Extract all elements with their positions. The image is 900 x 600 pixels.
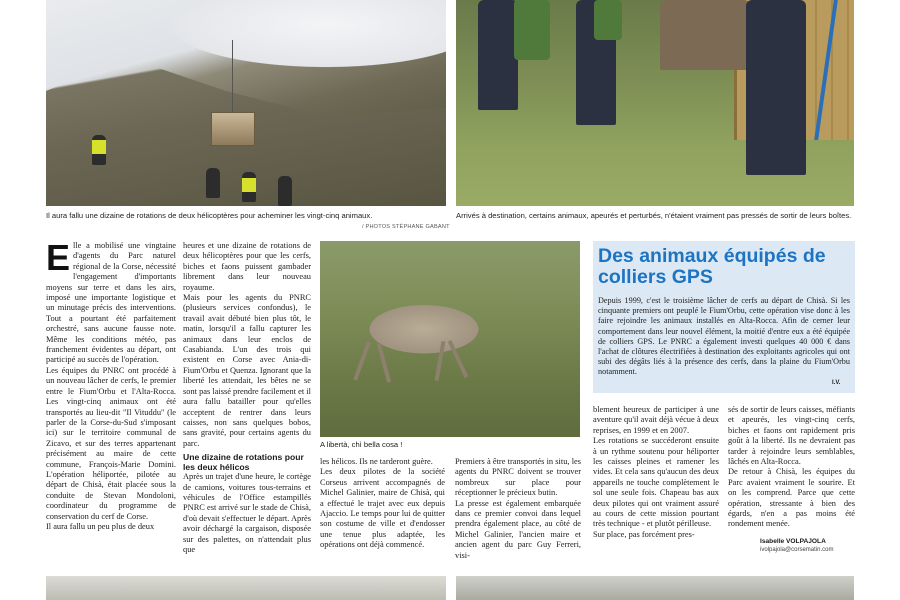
subheading: Une dizaine de rotations pour les deux hélicos — [183, 452, 304, 473]
paragraph: heures et une dizaine de rotations de deux hélicoptères pour que les cerfs, biches et faons puissent gambader librement dans leur nouveau royaume. — [183, 241, 311, 292]
paragraph: La presse est également embarquée dans ce premier convoi dans lequel prendra également place, au côté de Michel Galinier, l'ancien maire et ancien agent du parc Guy Ferreri, visi- — [455, 498, 581, 560]
deer-leg — [435, 341, 446, 381]
caption-top-left: Il aura fallu une dizaine de rotations de deux hélicoptères pour acheminer les vingt-cinq animaux. — [46, 211, 373, 220]
safety-vest — [92, 140, 106, 154]
paragraph: les hélicos. Ils ne tarderont guère. — [320, 457, 433, 466]
article-column-4 — [455, 457, 581, 561]
agent-vest — [514, 0, 550, 60]
deer-leg — [377, 343, 391, 383]
paragraph: blement heureux de participer à une aventure qu'il avait déjà vécue à deux reprises, en 1999 et en 2007. — [593, 405, 719, 435]
safety-vest — [242, 178, 256, 192]
sidebar-text: Depuis 1999, c'est le troisième lâcher de cerfs au départ de Chisà. Si les cinquante premiers ont peuplé le Fium'Orbu, cette opération vise donc à les faire rejoindre les animaux installés en Alta-Rocca. Afin de cerner leur comportement dans leur nouvel élément, la moitié d'entre eux a été équipée de colliers GPS. Le PNRC a également investi quelques 40 000 € dans l'achat de clôtures électrifiées à destination des exploitants agricoles qui ont subi des dégâts liés à la présence des cerfs, dans la plaine du Fium'Orbu notamment. — [598, 296, 850, 377]
agent-figure — [206, 168, 220, 198]
sling-rope — [232, 40, 233, 112]
paragraph: Il aura fallu un peu plus de deux — [46, 521, 155, 531]
article-column-1 — [46, 237, 176, 532]
paragraph: De retour à Chisà, les équipes du Parc avaient vraiment le sourire. Et on les comprend. Parce que cette opération, stressante à bien des égards, n'en a pas moins été rondement menée. — [728, 467, 855, 529]
sidebar-title: Des animaux équipés de colliers GPS — [598, 245, 826, 288]
paragraph: Sur place, pas forcément pres- — [593, 529, 695, 539]
helicopter-photo — [46, 0, 446, 206]
paragraph: Après un trajet d'une heure, le cortège de camions, voitures tous-terrains et véhicules de l'Office estampillés PNRC est arrivé sur le stade de Chisà, d'où devait s'effectuer le départ. Après avoir déchargé la cargaison, disposée sur des palettes, on n'attendait plus que — [183, 472, 311, 554]
photo-credit: / PHOTOS STÉPHANE GABANT — [362, 224, 450, 230]
deer-figure — [660, 0, 750, 70]
paragraph: Les deux pilotes de la société Corseus arrivent accompagnés de Michel Galinier, maire de Chisà, qui a effectué le trajet avec eux depuis Ajaccio. Le temps pour lui de quitter son costume de ville et d'endosser une tenue plus adaptée, les opérations ont déjà commencé. — [320, 467, 445, 550]
deer-leg — [448, 340, 469, 378]
deer-leg — [353, 342, 370, 381]
paragraph: Premiers à être transportés in situ, les agents du PNRC doivent se trouver nombreux sur place pour réceptionner le précieux butin. — [455, 457, 581, 498]
caption-deer: A libertà, chì bella cosa ! — [320, 440, 403, 449]
bottom-photo-right — [456, 576, 854, 600]
caption-top-right: Arrivés à destination, certains animaux, apeurés et perturbés, n'étaient vraiment pas pressés de sortir de leurs boîtes. — [456, 211, 852, 220]
release-photo — [456, 0, 854, 206]
paragraph: Mais pour les agents du PNRC (plusieurs services confondus), le travail avait débuté bien plus tôt, le matin, lorsqu'il a fallu capturer les animaux dans leur enclos de Casabianda. L'un des trois qui existent en Corse avec Ania-di-Fium'Orbu et Quenza. Ignorant que la liberté les attendait, les bêtes ne se sont pas laissé prendre facilement et il aura fallu batailler pour qu'elles acceptent de rentrer dans leurs caisses, non sans quelques bobos, sans gravité, pour certains agents du parc. — [183, 293, 311, 448]
paragraph: Les équipes du PNRC ont procédé à un nouveau lâcher de cerfs, le premier entre le Fium'Orbu et l'Alta-Rocca. Les vingt-cinq animaux ont été transportés au lieu-dit "Il Vituddu" (le parler de la Corse-du-Sud s'imposant ici) sur le territoire communal de Zicavo, et sur des terres appartenant précisément au maire de cette commune, François-Marie Domini. L'opération héliportée, pilotée au départ de Chisà, était placée sous la conduite de Stevan Mondoloni, coordinateur du programme de conservation du cerf de Corse. — [46, 365, 176, 521]
article-column-5 — [593, 405, 719, 540]
author-name: Isabelle VOLPAJOLA — [760, 538, 826, 545]
agent-vest — [594, 0, 622, 40]
agent-figure — [746, 0, 806, 175]
article-column-3 — [320, 457, 445, 551]
article-column-2 — [183, 241, 311, 555]
agent-figure — [278, 176, 292, 206]
paragraph: Les rotations se succéderont ensuite à un rythme soutenu pour héliporter les caisses pleines et ramener les vides. Et cela sans qu'aucun des deux appareils ne touche complètement le sol une seule fois. Chapeau bas aux deux pilotes qui ont vraiment assuré au cours de cette mission pourtant très technique - et plutôt périlleuse. — [593, 436, 719, 529]
sidebar-signature: I.V. — [832, 380, 841, 386]
dropcap: E — [46, 237, 71, 278]
agent-figure — [478, 0, 518, 110]
paragraph: sés de sortir de leurs caisses, méfiants et apeurés, les vingt-cinq cerfs, biches et faons ont rapidement pris goût à la liberté. Ils ne devraient pas tarder à rejoindre leurs semblables, lâchés en Alta-Rocca. — [728, 405, 855, 467]
article-column-6 — [728, 405, 855, 530]
deer-photo — [320, 241, 580, 437]
paragraph: lle a mobilisé une vingtaine d'agents du Parc naturel régional de la Corse, nécessité l'engagement d'importants moyens sur terre et dans les airs, imposé une importante logistique et un minutage précis des interventions. Tout a pourtant été parfaitement orchestré, sans aucune fausse note. Même les conditions météo, pas franchement évidentes au départ, ont participé au succès de l'opération. — [46, 241, 176, 365]
bottom-photo-left — [46, 576, 446, 600]
author-email: ivolpajola@corsematin.com — [760, 547, 834, 553]
cargo-crate — [211, 112, 255, 146]
